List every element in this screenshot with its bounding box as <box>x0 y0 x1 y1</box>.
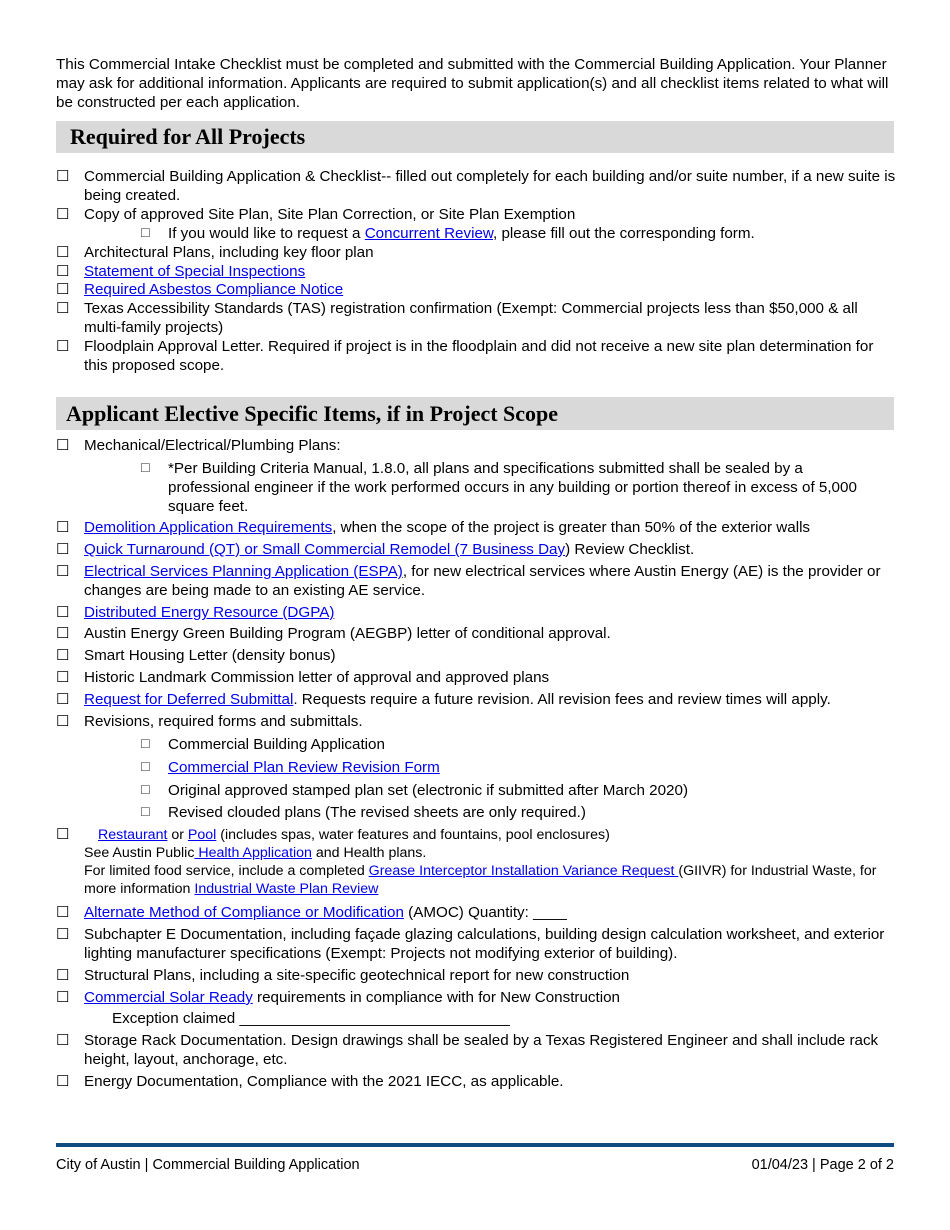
checklist-item[interactable] <box>56 280 896 299</box>
text: For limited food service, include a completed <box>84 863 369 879</box>
text: , for new electrical services where Austin Energy (AE) is the provider or changes are being made to an existing AE service. <box>84 563 881 599</box>
checkbox[interactable]: ☐ <box>56 713 70 730</box>
checkbox[interactable]: ☐ <box>56 989 70 1006</box>
checkbox[interactable]: ☐ <box>56 904 70 921</box>
sub-item[interactable] <box>140 803 880 822</box>
item-text: Mechanical/Electrical/Plumbing Plans: <box>84 437 341 454</box>
item-text: Smart Housing Letter (density bonus) <box>84 647 336 664</box>
text: , please fill out the corresponding form. <box>493 225 755 242</box>
sub-text: Revised clouded plans (The revised sheets are only required.) <box>168 804 586 821</box>
checklist-item[interactable] <box>56 988 896 1028</box>
footer-left: City of Austin | Commercial Building Application <box>56 1157 360 1173</box>
checklist-item[interactable] <box>56 712 896 731</box>
sub-checkbox[interactable]: ☐ <box>140 226 151 240</box>
intro-text: This Commercial Intake Checklist must be completed and submitted with the Commercial Building Application. Your Planner may ask for additional information. Applicants are required to submit application(s) and all checklist items related to what will be constructed per each application. <box>56 56 889 111</box>
sub-item[interactable] <box>140 459 880 516</box>
checklist-item[interactable] <box>56 562 896 600</box>
checkbox[interactable]: ☐ <box>56 625 70 642</box>
checklist-item[interactable] <box>56 1031 896 1069</box>
sub-checkbox[interactable]: ☐ <box>140 461 151 475</box>
checkbox[interactable]: ☐ <box>56 263 70 280</box>
sub-text: *Per Building Criteria Manual, 1.8.0, all plans and specifications submitted shall be sealed by a professional engineer if the work performed occurs in any building or portion thereof in excess of 5,000 square feet. <box>168 460 857 515</box>
checkbox[interactable]: ☐ <box>56 1073 70 1090</box>
checklist-item[interactable] <box>56 603 896 622</box>
sub-item[interactable] <box>140 758 880 777</box>
item-text: Commercial Building Application & Checklist-- filled out completely for each building and/or suite number, if a new suite is being created. <box>84 168 896 204</box>
item-text: Floodplain Approval Letter. Required if project is in the floodplain and did not receive a new site plan determination for this proposed scope. <box>84 338 874 374</box>
checklist-item[interactable] <box>56 903 896 922</box>
checkbox[interactable]: ☐ <box>56 281 70 298</box>
checklist-item[interactable] <box>56 624 896 643</box>
checklist-item[interactable] <box>56 205 896 224</box>
text: (AMOC) Quantity: ____ <box>403 904 567 921</box>
concurrent-review-link[interactable]: Concurrent Review <box>364 225 494 242</box>
item-text: Austin Energy Green Building Program (AEGBP) letter of conditional approval. <box>84 625 611 642</box>
checkbox[interactable]: ☐ <box>56 691 70 708</box>
sub-item[interactable] <box>140 224 880 243</box>
item-text: Energy Documentation, Compliance with the 2021 IECC, as applicable. <box>84 1073 564 1090</box>
checkbox[interactable]: ☐ <box>56 244 70 261</box>
item-text: Texas Accessibility Standards (TAS) registration confirmation (Exempt: Commercial projects less than $50,000 & all multi-family projects) <box>84 300 858 336</box>
concurrent-review-text <box>168 224 880 243</box>
sub-checkbox[interactable]: ☐ <box>140 783 151 797</box>
text: ) Review Checklist. <box>565 541 695 558</box>
checklist-item[interactable] <box>56 337 896 375</box>
text: or <box>167 827 188 843</box>
text: and Health plans. <box>311 845 427 861</box>
item-text: Historic Landmark Commission letter of approval and approved plans <box>84 669 550 686</box>
amoc-link[interactable]: Alternate Method of Compliance or Modification <box>84 904 404 921</box>
checklist-item[interactable] <box>56 262 896 281</box>
item-text: Copy of approved Site Plan, Site Plan Correction, or Site Plan Exemption <box>84 206 576 223</box>
checklist-item[interactable] <box>56 1072 896 1091</box>
checklist-item[interactable] <box>56 167 896 205</box>
checkbox[interactable]: ☐ <box>56 826 70 843</box>
checklist-item[interactable] <box>56 826 896 898</box>
checkbox[interactable]: ☐ <box>56 1032 70 1049</box>
checklist-item[interactable] <box>56 646 896 665</box>
checklist-item[interactable] <box>56 299 896 337</box>
checklist-item[interactable] <box>56 540 896 559</box>
checklist-item[interactable] <box>56 436 896 455</box>
checkbox[interactable]: ☐ <box>56 669 70 686</box>
dgpa-link[interactable]: Distributed Energy Resource (DGPA) <box>84 604 335 621</box>
checkbox[interactable]: ☐ <box>56 437 70 454</box>
intro-paragraph <box>56 55 896 112</box>
sub-item[interactable] <box>140 735 880 754</box>
checkbox[interactable]: ☐ <box>56 206 70 223</box>
sub-text: Commercial Building Application <box>168 736 385 753</box>
text: (GIIVR) for Industrial Waste, for more information <box>84 863 877 897</box>
checkbox[interactable]: ☐ <box>56 926 70 943</box>
espa-link[interactable]: Electrical Services Planning Application (ESPA) <box>84 563 403 580</box>
exception-claimed-field[interactable]: Exception claimed ________________________________ <box>112 1010 510 1027</box>
sub-text: Original approved stamped plan set (electronic if submitted after March 2020) <box>168 782 689 799</box>
text: (includes spas, water features and fountains, pool enclosures) <box>216 827 610 843</box>
item-text: Structural Plans, including a site-specific geotechnical report for new construction <box>84 967 630 984</box>
revision-form-link[interactable]: Commercial Plan Review Revision Form <box>168 759 440 776</box>
health-application-link[interactable]: Health Application <box>194 845 312 861</box>
item-text: Architectural Plans, including key floor plan <box>84 244 374 261</box>
section-required-header: Required for All Projects <box>56 121 894 153</box>
restaurant-link[interactable]: Restaurant <box>98 827 168 843</box>
industrial-waste-link[interactable]: Industrial Waste Plan Review <box>194 881 379 897</box>
checkbox[interactable]: ☐ <box>56 563 70 580</box>
checkbox[interactable]: ☐ <box>56 168 70 185</box>
solar-ready-link[interactable]: Commercial Solar Ready <box>84 989 253 1006</box>
checkbox[interactable]: ☐ <box>56 967 70 984</box>
text: requirements in compliance with for New Construction <box>252 989 620 1006</box>
checkbox[interactable]: ☐ <box>56 541 70 558</box>
text: See Austin Public <box>84 845 195 861</box>
quick-turnaround-link[interactable]: Quick Turnaround (QT) or Small Commercial Remodel (7 Business Day <box>84 541 566 558</box>
item-text: Subchapter E Documentation, including façade glazing calculations, building design calculation worksheet, and exterior lighting manufacturer specifications (Exempt: Projects not modifying exterior of building). <box>84 926 885 962</box>
special-inspections-link[interactable]: Statement of Special Inspections <box>84 263 306 280</box>
checklist-item[interactable] <box>56 668 896 687</box>
asbestos-notice-link[interactable]: Required Asbestos Compliance Notice <box>84 281 344 298</box>
checkbox[interactable]: ☐ <box>56 338 70 355</box>
text: , when the scope of the project is greater than 50% of the exterior walls <box>332 519 811 536</box>
item-text: Revisions, required forms and submittals. <box>84 713 363 730</box>
demolition-link[interactable]: Demolition Application Requirements <box>84 519 333 536</box>
giivr-link[interactable]: Grease Interceptor Installation Variance Request <box>368 863 679 879</box>
deferred-submittal-link[interactable]: Request for Deferred Submittal <box>84 691 294 708</box>
pool-link[interactable]: Pool <box>187 827 217 843</box>
footer-page-info: 01/04/23 | Page 2 of 2 <box>751 1157 894 1173</box>
checkbox[interactable]: ☐ <box>56 647 70 664</box>
sub-item[interactable] <box>140 781 880 800</box>
text: . Requests require a future revision. All revision fees and review times will apply. <box>293 691 831 708</box>
item-text: Storage Rack Documentation. Design drawings shall be sealed by a Texas Registered Engineer and shall include rack height, layout, anchorage, etc. <box>84 1032 879 1068</box>
footer-divider <box>56 1143 894 1147</box>
checklist-item[interactable] <box>56 690 896 709</box>
checkbox[interactable]: ☐ <box>56 300 70 317</box>
text: If you would like to request a <box>168 225 365 242</box>
sub-checkbox[interactable]: ☐ <box>140 760 151 774</box>
sub-checkbox[interactable]: ☐ <box>140 737 151 751</box>
checklist-item[interactable] <box>56 243 896 262</box>
sub-checkbox[interactable]: ☐ <box>140 805 151 819</box>
checkbox[interactable]: ☐ <box>56 604 70 621</box>
checklist-item[interactable] <box>56 966 896 985</box>
checklist-item[interactable] <box>56 925 896 963</box>
section-elective-header: Applicant Elective Specific Items, if in Project Scope <box>56 397 894 430</box>
checklist-item[interactable] <box>56 518 896 537</box>
checkbox[interactable]: ☐ <box>56 519 70 536</box>
